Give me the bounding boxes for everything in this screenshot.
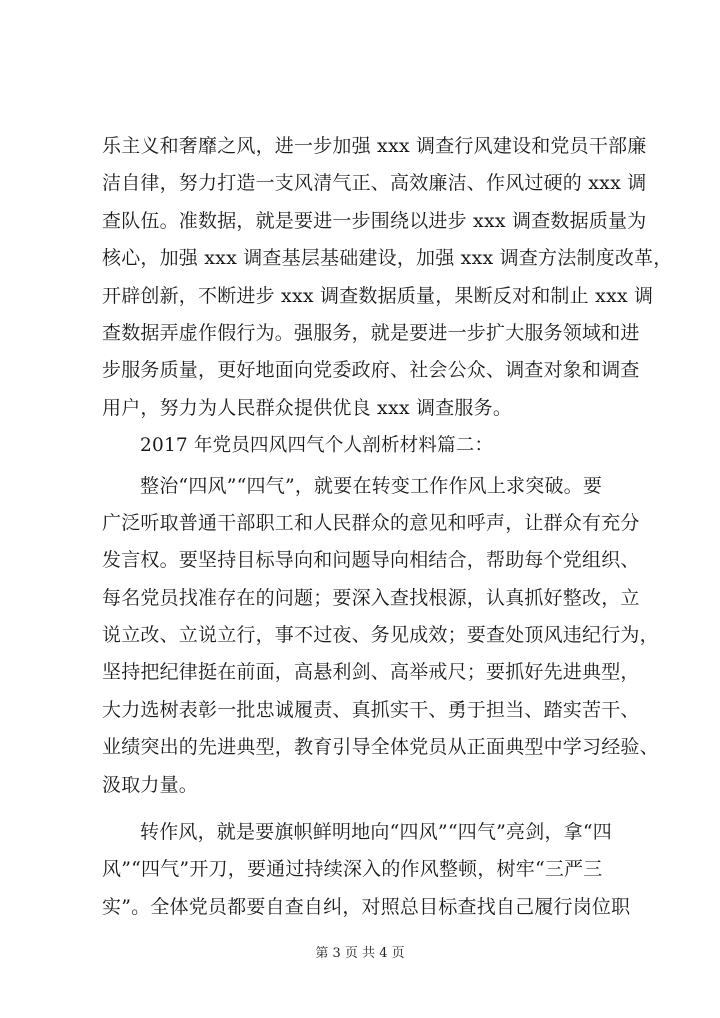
text-line: 步服务质量，更好地面向党委政府、社会公众、调查对象和调查: [102, 359, 640, 382]
text-line: 洁自律，努力打造一支风清气正、高效廉洁、作风过硬的 xxx 调: [102, 172, 647, 195]
text-line: 开辟创新，不断进步 xxx 调查数据质量，果断反对和制止 xxx 调: [102, 284, 654, 307]
text-line: 乐主义和奢靡之风，进一步加强 xxx 调查行风建设和党员干部廉: [102, 135, 647, 157]
text-line: 核心，加强 xxx 调查基层基础建设，加强 xxx 调查方法制度改革，: [102, 247, 673, 270]
text-line: 业绩突出的先进典型，教育引导全体党员从正面典型中学习经验、: [102, 736, 659, 759]
text-line: 说立改、立说立行，事不过夜、务见成效；要查处顶风违纪行为，: [102, 624, 659, 647]
paragraph-2: [102, 468, 658, 805]
text-line: 广泛听取普通干部职工和人民群众的意见和呼声，让群众有充分: [102, 511, 640, 534]
paragraph-3: [102, 814, 658, 926]
text-line: 查队伍。准数据，就是要进一步围绕以进步 xxx 调查数据质量为: [102, 209, 647, 232]
text-line: 转作风，就是要旗帜鲜明地向“四风”“四气”亮剑，拿“四: [140, 821, 612, 844]
text-line: 发言权。要坚持目标导向和问题导向相结合，帮助每个党组织、: [102, 549, 640, 572]
document-body: [102, 128, 673, 926]
section-heading: 2017 年党员四风四气个人剖析材料篇二：: [140, 435, 494, 457]
text-line: 大力选树表彰一批忠诚履责、真抓实干、勇于担当、踏实苦干、: [102, 698, 640, 721]
text-line: 风”“四气”开刀，要通过持续深入的作风整顿，树牢“三严三: [102, 858, 603, 881]
text-line: 用户，努力为人民群众提供优良 xxx 调查服务。: [102, 396, 513, 419]
paragraph-1: [102, 128, 673, 427]
text-line: 坚持把纪律挺在前面，高悬利剑、高举戒尺；要抓好先进典型，: [102, 661, 640, 684]
text-line: 汲取力量。: [102, 773, 199, 796]
text-line: 每名党员找准存在的问题；要深入查找根源，认真抓好整改，立: [102, 586, 640, 609]
text-line: 整治“四风”“四气”，就要在转变工作作风上求突破。要: [140, 474, 603, 497]
text-line: 实”。全体党员都要自查自纠，对照总目标查找自己履行岗位职: [102, 895, 631, 918]
page-number-footer: 第 3 页 共 4 页: [315, 946, 405, 961]
text-line: 查数据弄虚作假行为。强服务，就是要进一步扩大服务领域和进: [102, 321, 640, 344]
